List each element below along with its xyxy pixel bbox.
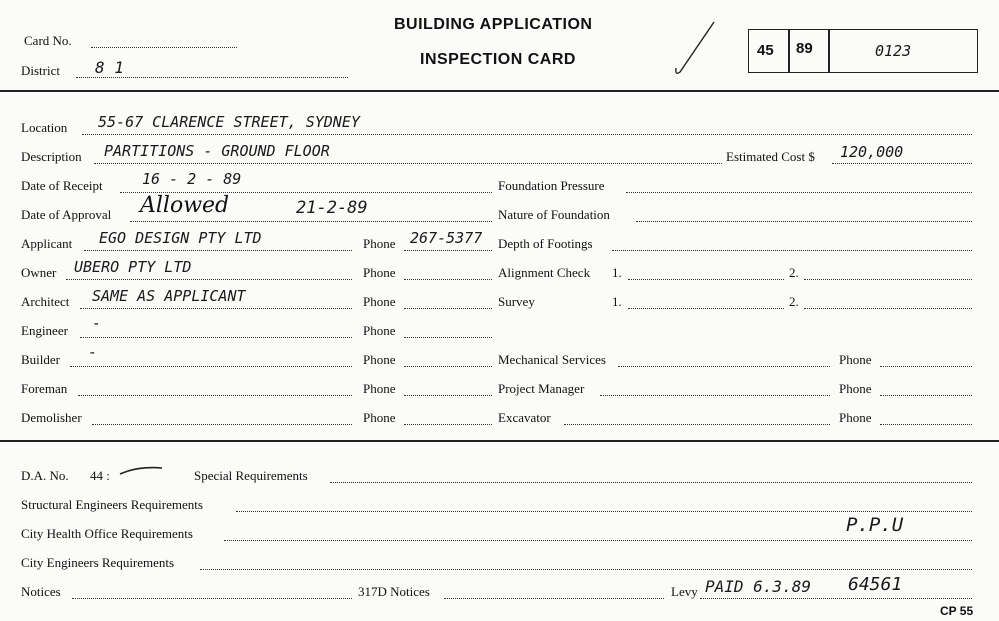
structural-engineers-label: Structural Engineers Requirements xyxy=(21,497,203,512)
architect-label: Architect xyxy=(21,294,70,309)
foundation-pressure-label: Foundation Pressure xyxy=(498,178,605,193)
alignment-num-1: 1. xyxy=(612,265,622,280)
owner-phone-label: Phone xyxy=(363,265,396,280)
district-value: 8 1 xyxy=(95,58,124,77)
survey-num-1: 1. xyxy=(612,294,622,309)
alignment-num-2: 2. xyxy=(789,265,799,280)
box-b-value: 89 xyxy=(796,40,813,57)
district-line xyxy=(76,77,348,78)
applicant-phone-label: Phone xyxy=(363,236,396,251)
date-approval-value: Allowed xyxy=(140,193,230,218)
card-no-line xyxy=(91,47,237,48)
notices-317d-label: 317D Notices xyxy=(358,584,430,599)
notices-label: Notices xyxy=(21,584,61,599)
da-dash-mark xyxy=(118,462,166,478)
location-value: 55-67 CLARENCE STREET, SYDNEY xyxy=(98,113,360,131)
survey-num-2: 2. xyxy=(789,294,799,309)
engineer-phone-label: Phone xyxy=(363,323,396,338)
engineer-value: - xyxy=(92,314,102,332)
mechanical-phone-label: Phone xyxy=(839,352,872,367)
applicant-value: EGO DESIGN PTY LTD xyxy=(99,229,262,247)
builder-label: Builder xyxy=(21,352,60,367)
excavator-label: Excavator xyxy=(498,410,551,425)
location-label: Location xyxy=(21,120,68,135)
da-no-label: D.A. No. xyxy=(21,468,69,483)
special-requirements-label: Special Requirements xyxy=(194,468,308,483)
estimated-cost-label: Estimated Cost $ xyxy=(726,149,815,164)
applicant-label: Applicant xyxy=(21,236,73,251)
builder-phone-label: Phone xyxy=(363,352,396,367)
alignment-check-label: Alignment Check xyxy=(498,265,591,280)
header-rule xyxy=(0,90,999,92)
city-health-label: City Health Office Requirements xyxy=(21,526,193,541)
district-label: District xyxy=(21,63,60,78)
card-no-label: Card No. xyxy=(24,33,72,48)
title-line2: INSPECTION CARD xyxy=(420,51,576,68)
builder-value: - xyxy=(88,343,98,361)
mechanical-services-label: Mechanical Services xyxy=(498,352,606,367)
da-no-value: 44 : xyxy=(90,468,110,483)
demolisher-label: Demolisher xyxy=(21,410,82,425)
box-c-value: 0123 xyxy=(875,42,912,60)
levy-value: PAID 6.3.89 xyxy=(705,577,811,596)
form-code: CP 55 xyxy=(940,604,974,618)
architect-phone-label: Phone xyxy=(363,294,396,309)
nature-foundation-label: Nature of Foundation xyxy=(498,207,610,222)
project-manager-phone-label: Phone xyxy=(839,381,872,396)
owner-label: Owner xyxy=(21,265,57,280)
box-divider-2 xyxy=(828,29,830,73)
survey-label: Survey xyxy=(498,294,535,309)
foreman-label: Foreman xyxy=(21,381,68,396)
architect-value: SAME AS APPLICANT xyxy=(92,287,246,305)
title-line1: BUILDING APPLICATION xyxy=(394,16,593,33)
owner-value: UBERO PTY LTD xyxy=(74,258,192,276)
date-approval-label: Date of Approval xyxy=(21,207,112,222)
engineer-label: Engineer xyxy=(21,323,68,338)
description-value: PARTITIONS - GROUND FLOOR xyxy=(104,142,330,160)
section-rule xyxy=(0,440,999,442)
excavator-phone-label: Phone xyxy=(839,410,872,425)
card-number-box xyxy=(748,29,978,73)
date-receipt-value: 16 - 2 - 89 xyxy=(142,170,242,188)
depth-footings-label: Depth of Footings xyxy=(498,236,593,251)
city-health-value: P.P.U xyxy=(846,514,904,536)
city-engineers-label: City Engineers Requirements xyxy=(21,555,175,570)
date-approval-date: 21-2-89 xyxy=(296,198,368,218)
foreman-phone-label: Phone xyxy=(363,381,396,396)
demolisher-phone-label: Phone xyxy=(363,410,396,425)
estimated-cost-value: 120,000 xyxy=(840,143,904,161)
check-mark-icon xyxy=(670,18,720,78)
description-label: Description xyxy=(21,149,82,164)
box-a-value: 45 xyxy=(757,42,774,59)
applicant-phone-value: 267-5377 xyxy=(410,229,483,247)
levy-number: 64561 xyxy=(848,574,903,595)
box-divider-1 xyxy=(788,29,790,73)
project-manager-label: Project Manager xyxy=(498,381,585,396)
levy-label: Levy xyxy=(671,584,698,599)
date-receipt-label: Date of Receipt xyxy=(21,178,103,193)
